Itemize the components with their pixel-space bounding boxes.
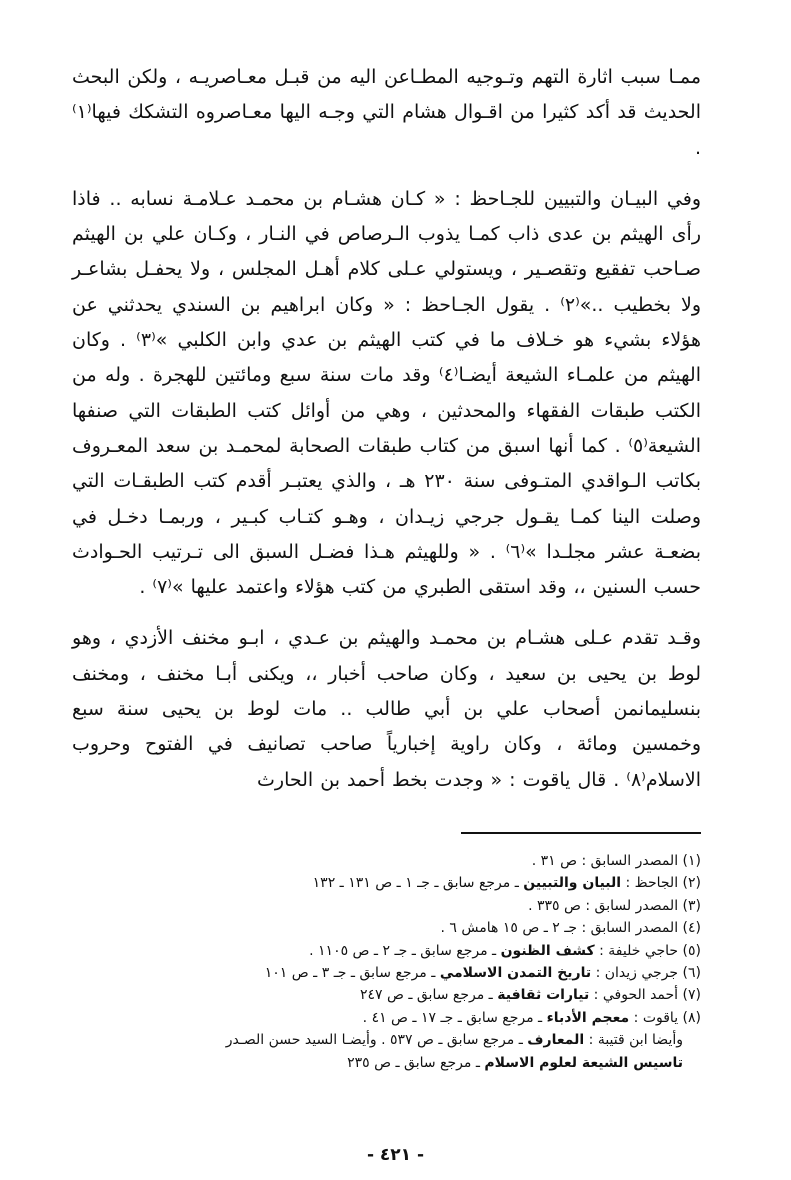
footnote-2: (٢) الجاحظ : البيان والتبيين ـ مرجع سابق ـ جـ ١ ـ ص ١٣١ ـ ١٣٢ xyxy=(312,875,701,892)
footnote-separator xyxy=(461,832,701,834)
paragraph-3: وقـد تقدم عـلى هشـام بن محمـد والهيثم بن عـدي ، ابـو مخنف الأزدي ، وهو لوط بن يحيى بن سعيد ، وكان صاحب أخبار ،، ويكنى أبـا مخنف ، ومخنف بنسليمانمن أصحاب علي بن أبي طالب .. مات لوط بن يحيى سنة سبع وخمسين ومائة ، وكان راوية إخبارياً صاحب تصانيف في الفتوح وحروب الاسلام⁽٨⁾ . قال ياقوت : « وجدت بخط أحمد بن الحارث xyxy=(72,627,701,791)
footnote-3: (٣) المصدر لسابق : ص ٣٣٥ . xyxy=(528,897,701,914)
footnote-4: (٤) المصدر السابق : جـ ٢ ـ ص ١٥ هامش ٦ . xyxy=(440,920,701,937)
footnote-1: (١) المصدر السابق : ص ٣١ . xyxy=(531,852,701,869)
footnote-8-continuation-1: وأيضا ابن قتيبة : المعارف ـ مرجع سابق ـ ص ٥٣٧ . وأيضـا السيد حسن الصـدر xyxy=(225,1032,683,1049)
footnote-8-continuation-2: تاسيس الشيعة لعلوم الاسلام ـ مرجع سابق ـ ص ٢٣٥ xyxy=(347,1054,683,1071)
paragraph-2: وفي البيـان والتبيين للجـاحظ : « كـان هشـام بن محمـد عـلامـة نسابه .. فاذا رأى الهيثم بن عدى ذاب كمـا يذوب الـرصاص في النـار ، وكـان علي بن الهيثم صـاحب تفقيع وتقصـير ، ويستولي عـلى كلام أهـل المجلس ، ولا يحفـل بشاعـر ولا بخطيب ..»⁽٢⁾ . يقول الجـاحظ : « وكان ابراهيم بن السندي يحدثني عن هؤلاء بشيء هو خـلاف ما في كتب الهيثم بن عدي وابن الكلبي »⁽٣⁾ . وكان الهيثم من علمـاء الشيعة أيضـا⁽٤⁾ وقد مات سنة سبع ومائتين للهجرة . وله من الكتب طبقات الفقهاء والمحدثين ، وهي من أوائل كتب الطبقات التي صنفها الشيعة⁽٥⁾ . كما أنها اسبق من كتاب طبقات الصحابة لمحمـد بن سعد المعـروف بكاتب الـواقدي المتـوفى سنة ٢٣٠ هـ ، والذي يعتبـر أقدم كتب الطبقـات التي وصلت الينا كمـا يقـول جرجي زيـدان ، وهـو كتـاب كبـير ، وربمـا دخـل في بضعـة عشر مجلـدا »⁽٦⁾ . « وللهيثم هـذا فضـل السبق الى تـرتيب الحـوادث حسب السنين ،، وقد استقى الطبري من كتب هؤلاء واعتمد عليها »⁽٧⁾ . xyxy=(72,187,701,599)
page-body xyxy=(72,60,701,1074)
page-number: - ٤٢١ - xyxy=(366,1145,425,1165)
footnote-7: (٧) أحمد الحوفي : تيارات ثقافية ـ مرجع سابق ـ ص ٢٤٧ xyxy=(359,987,701,1004)
footnote-6: (٦) جرجي زيدان : تاريخ التمدن الاسلامي ـ مرجع سابق ـ جـ ٣ ـ ص ١٠١ xyxy=(264,964,701,981)
footnote-8: (٨) ياقوت : معجم الأدباء ـ مرجع سابق ـ جـ ١٧ ـ ص ٤١ . xyxy=(362,1009,701,1026)
footnotes xyxy=(72,850,701,1074)
footnote-5: (٥) حاجي خليفة : كشف الظنون ـ مرجع سابق ـ جـ ٢ ـ ص ١١٠٥ . xyxy=(309,942,701,959)
paragraph-1: ممـا سبب اثارة التهم وتـوجيه المطـاعن اليه من قبـل معـاصريـه ، ولكن البحث الحديث قد أكد كثيرا من اقـوال هشام التي وجـه اليها معـاصروه التشكك فيها⁽١⁾ . xyxy=(72,66,701,159)
